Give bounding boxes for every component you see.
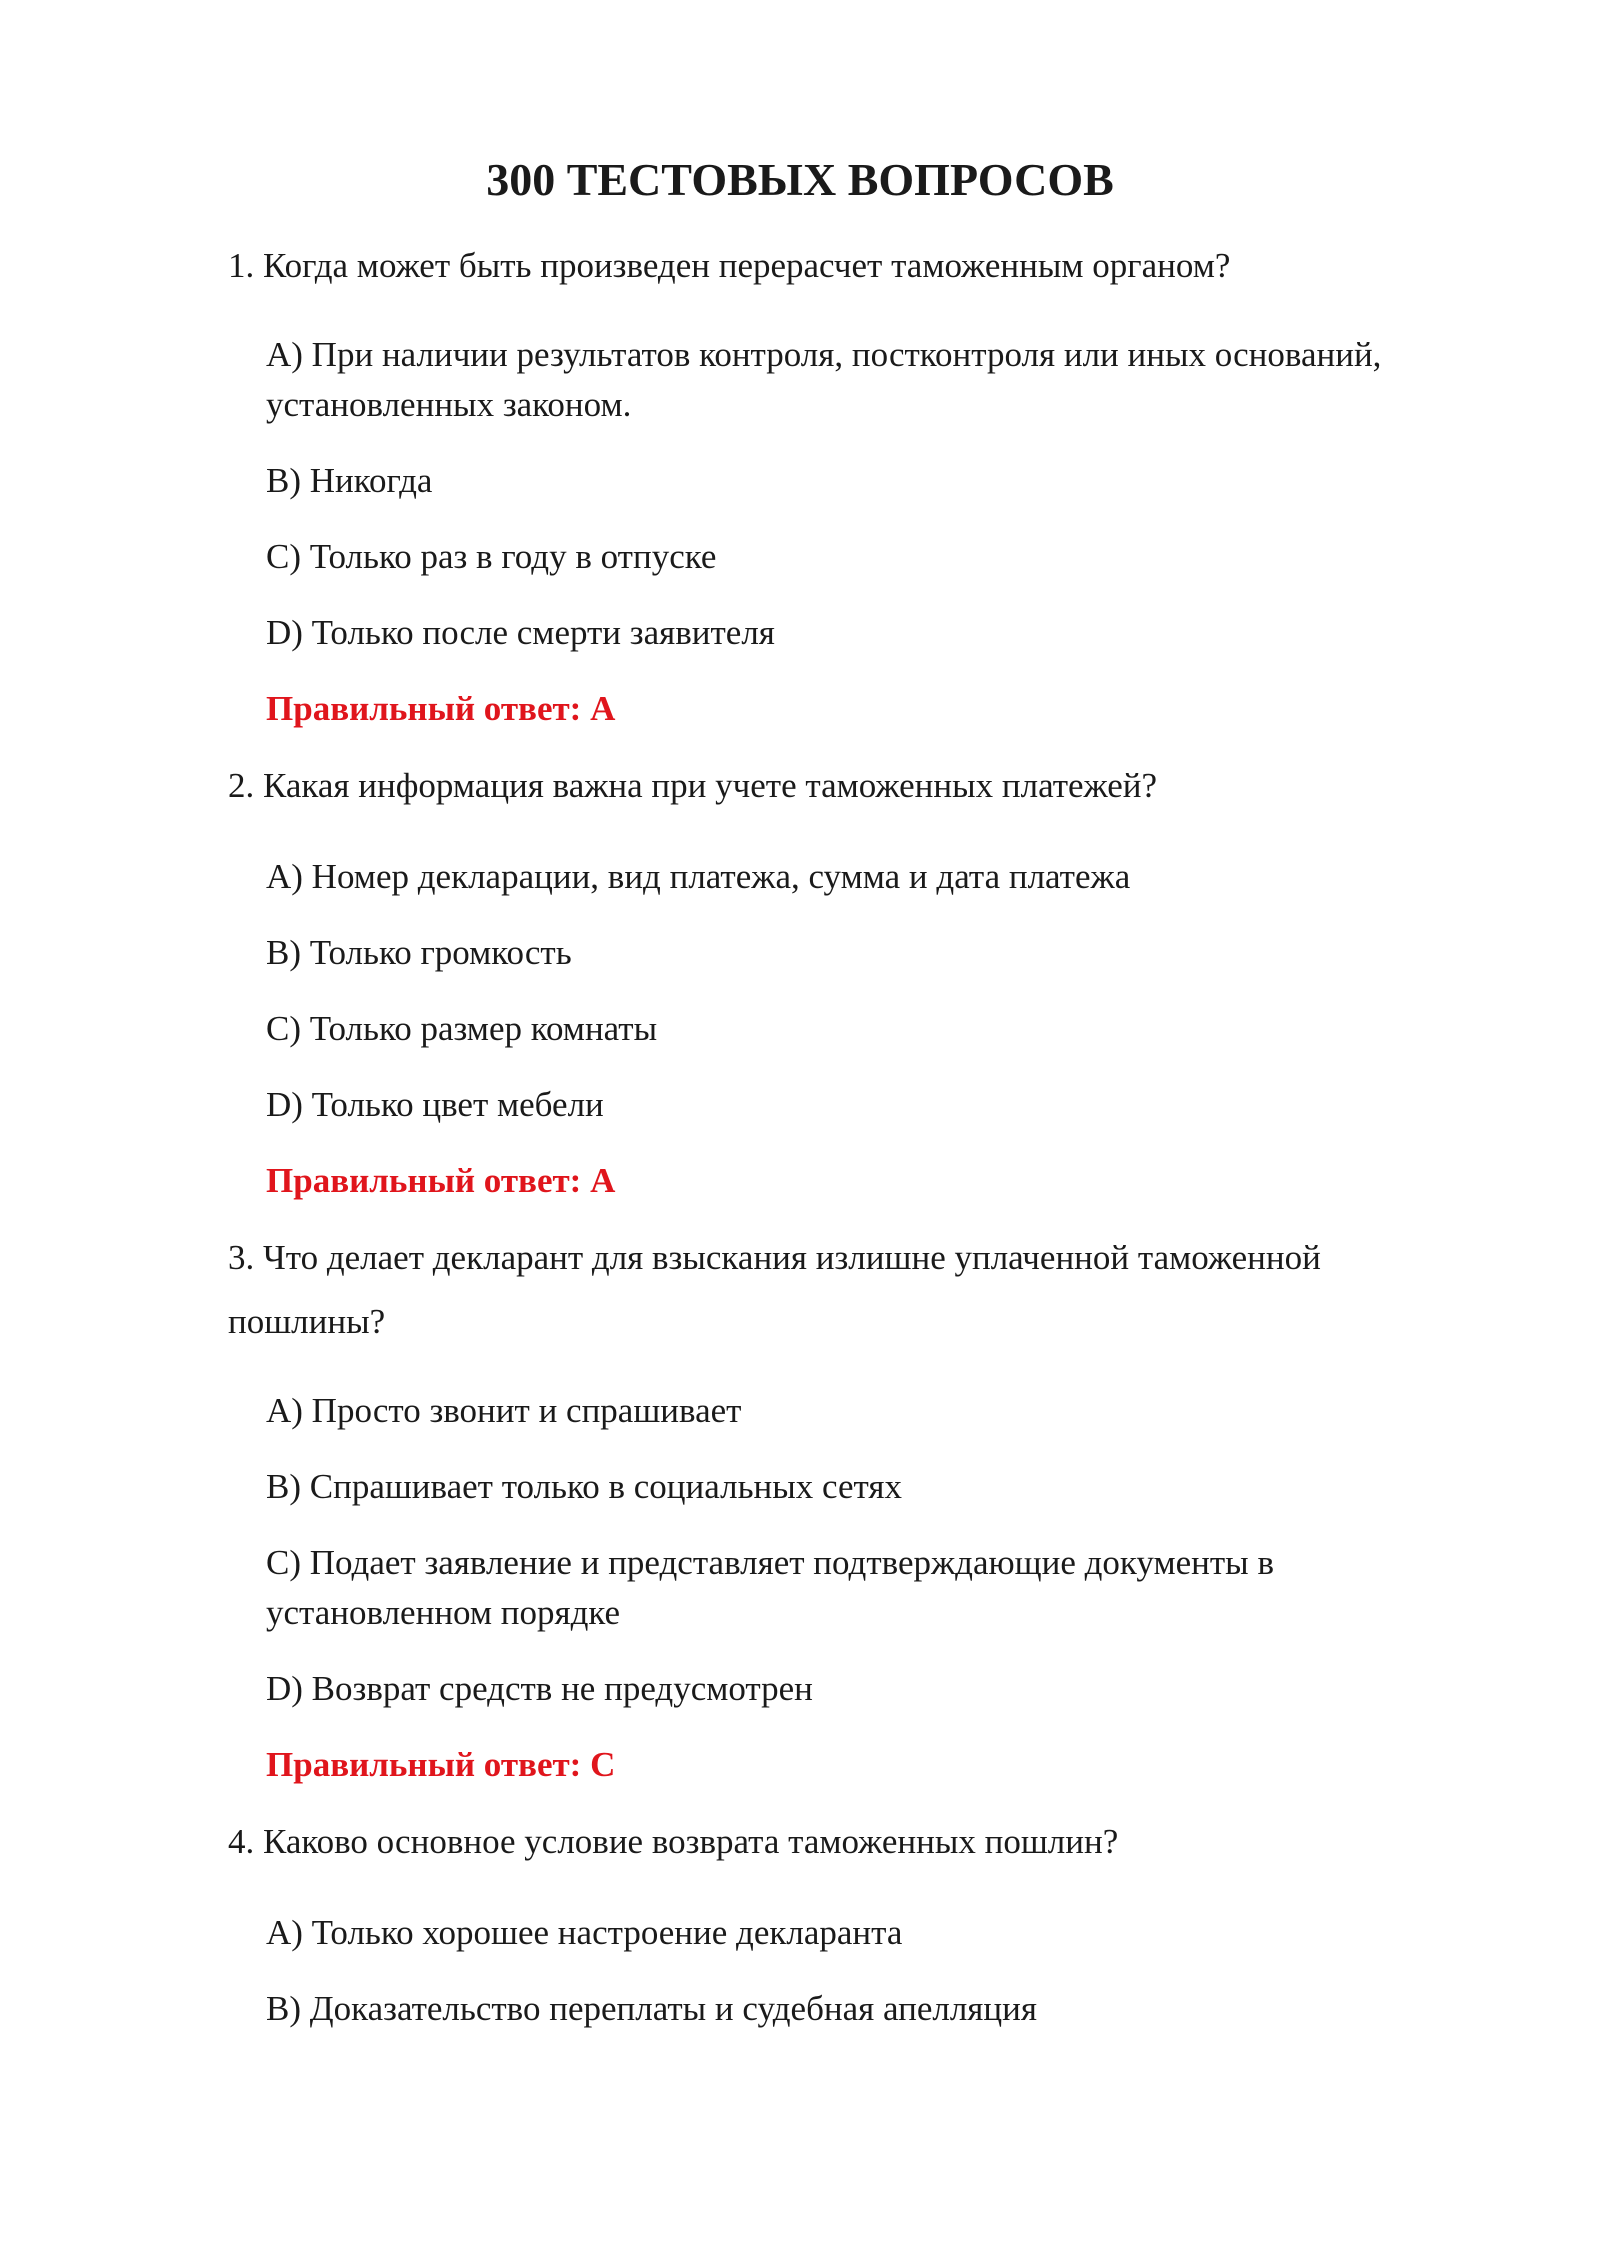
question-3-option-d: D) Возврат средств не предусмотрен xyxy=(266,1669,813,1708)
question-1-option-d: D) Только после смерти заявителя xyxy=(266,613,775,652)
question-4-text: 4. Каково основное условие возврата таможенных пошлин? xyxy=(228,1822,1119,1861)
question-1-option-b: B) Никогда xyxy=(266,461,433,500)
question-1-option-c: C) Только раз в году в отпуске xyxy=(266,537,717,576)
question-1-option-a: A) При наличии результатов контроля, постконтроля или иных оснований, установленных законом. xyxy=(266,335,1382,424)
question-2-option-b: B) Только громкость xyxy=(266,933,572,972)
question-2-option-d: D) Только цвет мебели xyxy=(266,1085,604,1124)
question-3-answer: Правильный ответ: C xyxy=(266,1745,616,1784)
question-2-option-a: A) Номер декларации, вид платежа, сумма и дата платежа xyxy=(266,857,1131,896)
question-2-option-c: C) Только размер комнаты xyxy=(266,1009,658,1048)
question-2-answer: Правильный ответ: A xyxy=(266,1161,616,1200)
question-2-text: 2. Какая информация важна при учете таможенных платежей? xyxy=(228,766,1158,805)
question-3-option-c: C) Подает заявление и представляет подтверждающие документы в установленном порядке xyxy=(266,1543,1274,1632)
document-title: 300 ТЕСТОВЫХ ВОПРОСОВ xyxy=(486,154,1114,205)
question-3-option-b: B) Спрашивает только в социальных сетях xyxy=(266,1467,902,1506)
question-1-text: 1. Когда может быть произведен перерасчет таможенным органом? xyxy=(228,246,1231,285)
question-4-option-b: B) Доказательство переплаты и судебная апелляция xyxy=(266,1989,1037,2028)
question-4-option-a: A) Только хорошее настроение декларанта xyxy=(266,1913,903,1952)
question-3-option-a: A) Просто звонит и спрашивает xyxy=(266,1391,742,1430)
question-1-answer: Правильный ответ: A xyxy=(266,689,616,728)
question-3-text: 3. Что делает декларант для взыскания излишне уплаченной таможенной пошлины? xyxy=(228,1238,1321,1341)
